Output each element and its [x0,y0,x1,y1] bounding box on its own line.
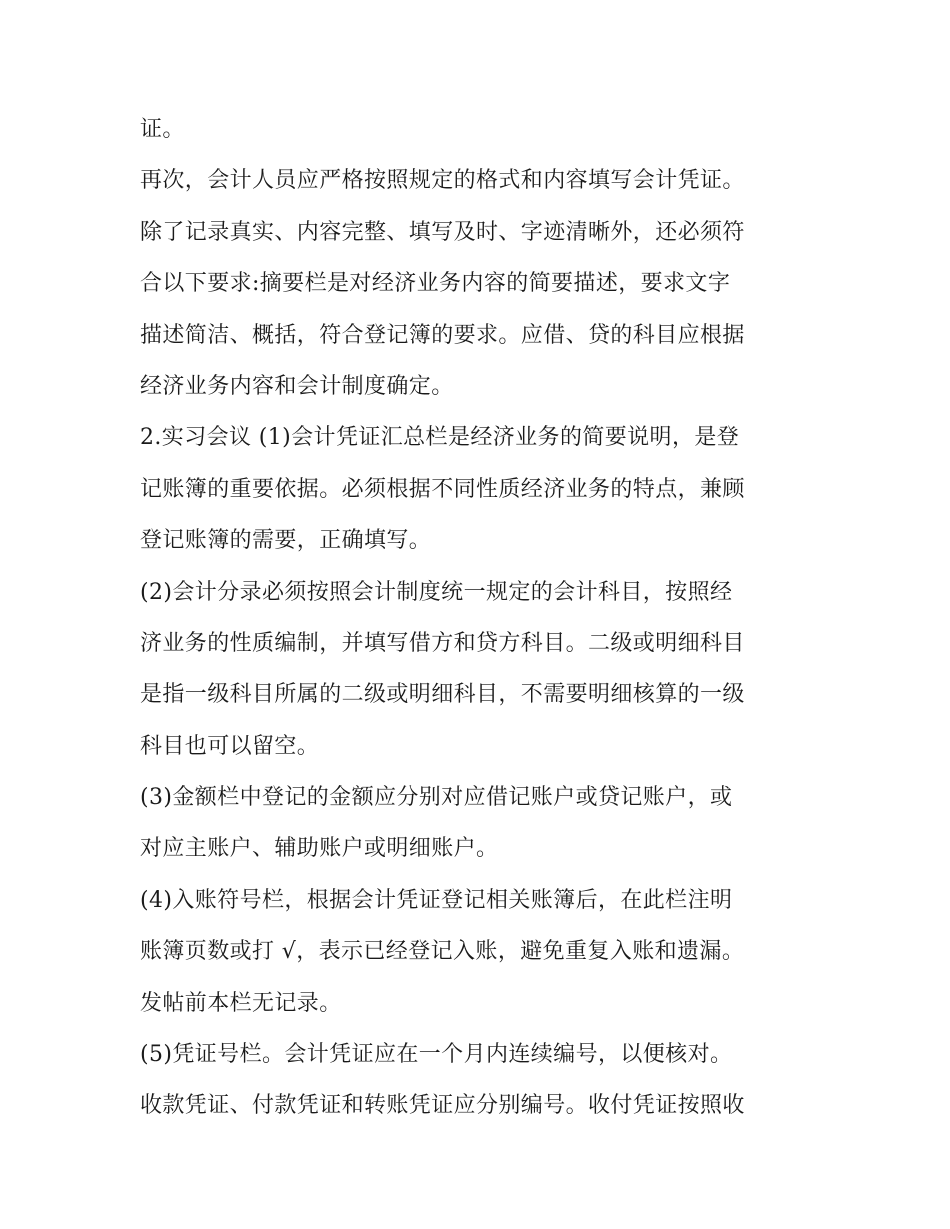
text-line: 登记账簿的需要，正确填写。 [140,528,432,554]
text-line: 科目也可以留空。 [140,733,320,759]
text-line: 济业务的性质编制，并填写借方和贷方科目。二级或明细科目 [140,630,745,656]
text-line: 是指一级科目所属的二级或明细科目，不需要明细核算的一级 [140,682,745,708]
text-line: 合以下要求:摘要栏是对经济业务内容的简要描述，要求文字 [140,271,731,297]
text-line: (3)金额栏中登记的金额应分别对应借记账户或贷记账户，或 [140,785,733,811]
text-line: 再次，会计人员应严格按照规定的格式和内容填写会计凭证。 [140,168,745,194]
text-line: 对应主账户、辅助账户或明细账户。 [140,836,499,862]
text-line: 收款凭证、付款凭证和转账凭证应分别编号。收付凭证按照收 [140,1093,745,1119]
body-text [140,109,820,1137]
text-line: 证。 [140,117,185,142]
text-line: 发帖前本栏无记录。 [140,990,342,1016]
text-line: 2.实习会议 (1)会计凭证汇总栏是经济业务的简要说明，是登 [140,425,740,451]
text-line: (2)会计分录必须按照会计制度统一规定的会计科目，按照经 [140,579,733,605]
text-line: 账簿页数或打 √，表示已经登记入账，避免重复入账和遗漏。 [140,939,745,965]
text-line: 经济业务内容和会计制度确定。 [140,373,454,399]
text-line: (5)凭证号栏。会计凭证应在一个月内连续编号，以便核对。 [140,1042,733,1068]
text-line: 描述简洁、概括，符合登记簿的要求。应借、贷的科目应根据 [140,322,745,348]
text-line: 记账簿的重要依据。必须根据不同性质经济业务的特点，兼顾 [140,476,745,502]
text-line: (4)入账符号栏，根据会计凭证登记相关账簿后，在此栏注明 [140,887,733,913]
text-line: 除了记录真实、内容完整、填写及时、字迹清晰外，还必须符 [140,219,745,245]
